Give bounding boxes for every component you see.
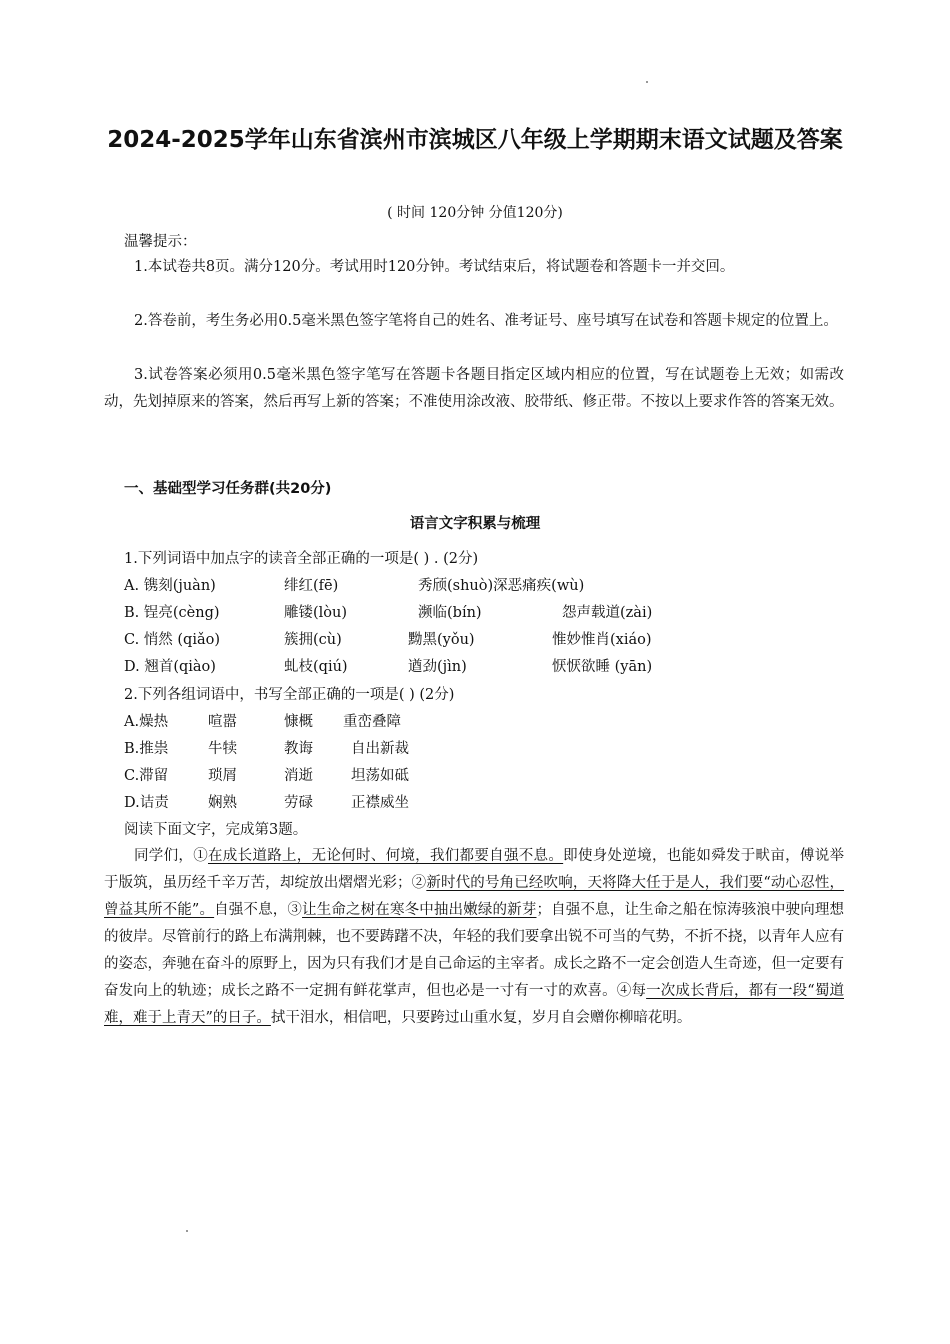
q2-option-a-3: 慷概 — [284, 714, 313, 730]
q1-option-a-3: 秀颀(shuò)深恶痛疾(wù) — [418, 578, 585, 594]
passage-text-5: 拭干泪水，相信吧，只要跨过山重水复，岁月自会赠你柳暗花明。 — [270, 1010, 692, 1026]
q2-option-d-2: 娴熟 — [208, 795, 237, 811]
reading-passage — [104, 843, 844, 1032]
q1-option-b-4: 怨声载道(zài) — [562, 605, 653, 621]
q1-stem: 1.下列词语中加点字的读音全部正确的一项是( ) . (2分) — [124, 551, 479, 567]
q1-option-a-1: A. 镌刻(juàn) — [124, 578, 216, 594]
q2-option-c-4: 坦荡如砥 — [351, 768, 409, 784]
tip-1: 1.本试卷共8页。满分120分。考试用时120分钟。考试结束后，将试题卷和答题卡一并交回。 — [134, 259, 735, 275]
q1-option-c-3: 黝黑(yǒu) — [408, 632, 475, 648]
q1-option-c-2: 簇拥(cù) — [284, 632, 342, 648]
q2-option-b-4: 自出新裁 — [351, 741, 409, 757]
q2-stem: 2.下列各组词语中，书写全部正确的一项是( ) (2分) — [124, 687, 455, 703]
q1-option-b-2: 雕镂(lòu) — [284, 605, 348, 621]
exam-time-score: ( 时间 120分钟 分值120分) — [387, 205, 563, 221]
underlined-sentence-2: 新时代的号角已经吹响，天将降大任于是人，我们要“动心忍性，曾益其所不能”。 — [104, 875, 844, 918]
q1-option-d-2: 虬枝(qiú) — [284, 659, 348, 675]
q2-option-c-2: 琐屑 — [208, 768, 237, 784]
q1-option-b-1: B. 锃亮(cèng) — [124, 605, 220, 621]
q2-option-b-3: 教诲 — [284, 741, 313, 757]
q2-option-b-2: 牛犊 — [208, 741, 237, 757]
q1-option-d-4: 恹恹欲睡 (yān) — [552, 659, 653, 675]
passage-text-3: 自强不息，③ — [214, 902, 303, 918]
q1-option-a-2: 绯红(fē) — [284, 578, 339, 594]
q2-option-c-1: C.滞留 — [124, 768, 169, 784]
passage-text-1: 同学们，① — [134, 848, 208, 864]
tip-2: 2.答卷前，考生务必用0.5毫米黑色签字笔将自己的姓名、准考证号、座号填写在试卷和答题卡规定的位置上。 — [134, 313, 838, 329]
q1-option-c-1: C. 悄然 (qiǎo) — [124, 632, 221, 648]
underlined-sentence-3: 让生命之树在寒冬中抽出嫩绿的新芽 — [302, 902, 537, 918]
passage-text-4: ；自强不息，让生命之船在惊涛骇浪中驶向理想的彼岸。尽管前行的路上布满荆棘，也不要踌躇不决，年轻的我们要拿出锐不可当的气势，不折不挠，以青年人应有的姿态，奔驰在奋斗的原野上，因为只有我们才是自己命运的主宰者。成长之路不一定会创造人生奇迹，但一定要有奋发向上的轨迹；成长之路不一定拥有鲜花掌声，但也必是一寸有一寸的欢喜。④每 — [104, 902, 845, 999]
underlined-sentence-1: 在成长道路上，无论何时、何境，我们都要自强不息。 — [208, 848, 564, 864]
q1-option-d-3: 遒劲(jìn) — [408, 659, 467, 675]
q1-option-d-1: D. 翘首(qiào) — [124, 659, 216, 675]
scan-dot — [186, 1230, 188, 1232]
q2-option-a-1: A.燥热 — [124, 714, 169, 730]
q1-option-b-3: 濒临(bín) — [418, 605, 482, 621]
q2-option-b-1: B.推祟 — [124, 741, 169, 757]
q3-intro: 阅读下面文字，完成第3题。 — [124, 822, 308, 838]
q2-option-a-4: 重峦叠障 — [343, 714, 401, 730]
scan-dot — [646, 81, 648, 83]
section-heading: 一、基础型学习任务群(共20分) — [124, 481, 332, 497]
q2-option-c-3: 消逝 — [284, 768, 313, 784]
q2-option-d-3: 劳碌 — [284, 795, 313, 811]
underlined-sentence-4: 一次成长背后，都有一段“蜀道难，难于上青天”的日子。 — [104, 983, 844, 1026]
q2-option-d-4: 正襟威坐 — [351, 795, 409, 811]
page-title: 2024-2025学年山东省滨州市滨城区八年级上学期期末语文试题及答案 — [107, 127, 843, 153]
subsection-heading: 语言文字积累与梳理 — [409, 516, 541, 532]
tips-heading: 温馨提示： — [124, 234, 197, 250]
passage-text-2: 即使身处逆境，也能如舜发于畎亩，傅说举于版筑，虽历经千辛万苦，却绽放出熠熠光彩；② — [104, 848, 845, 891]
q1-option-c-4: 惟妙惟肖(xiáo) — [552, 632, 652, 648]
q2-option-a-2: 喧嚣 — [208, 714, 237, 730]
tip-3: 3.试卷答案必须用0.5毫米黑色签字笔写在答题卡各题目指定区域内相应的位置，写在试题卷上无效；如需改动，先划掉原来的答案，然后再写上新的答案；不准使用涂改液、胶带纸、修正带。不按以上要求作答的答案无效。 — [104, 367, 844, 410]
q2-option-d-1: D.诘责 — [124, 795, 169, 811]
